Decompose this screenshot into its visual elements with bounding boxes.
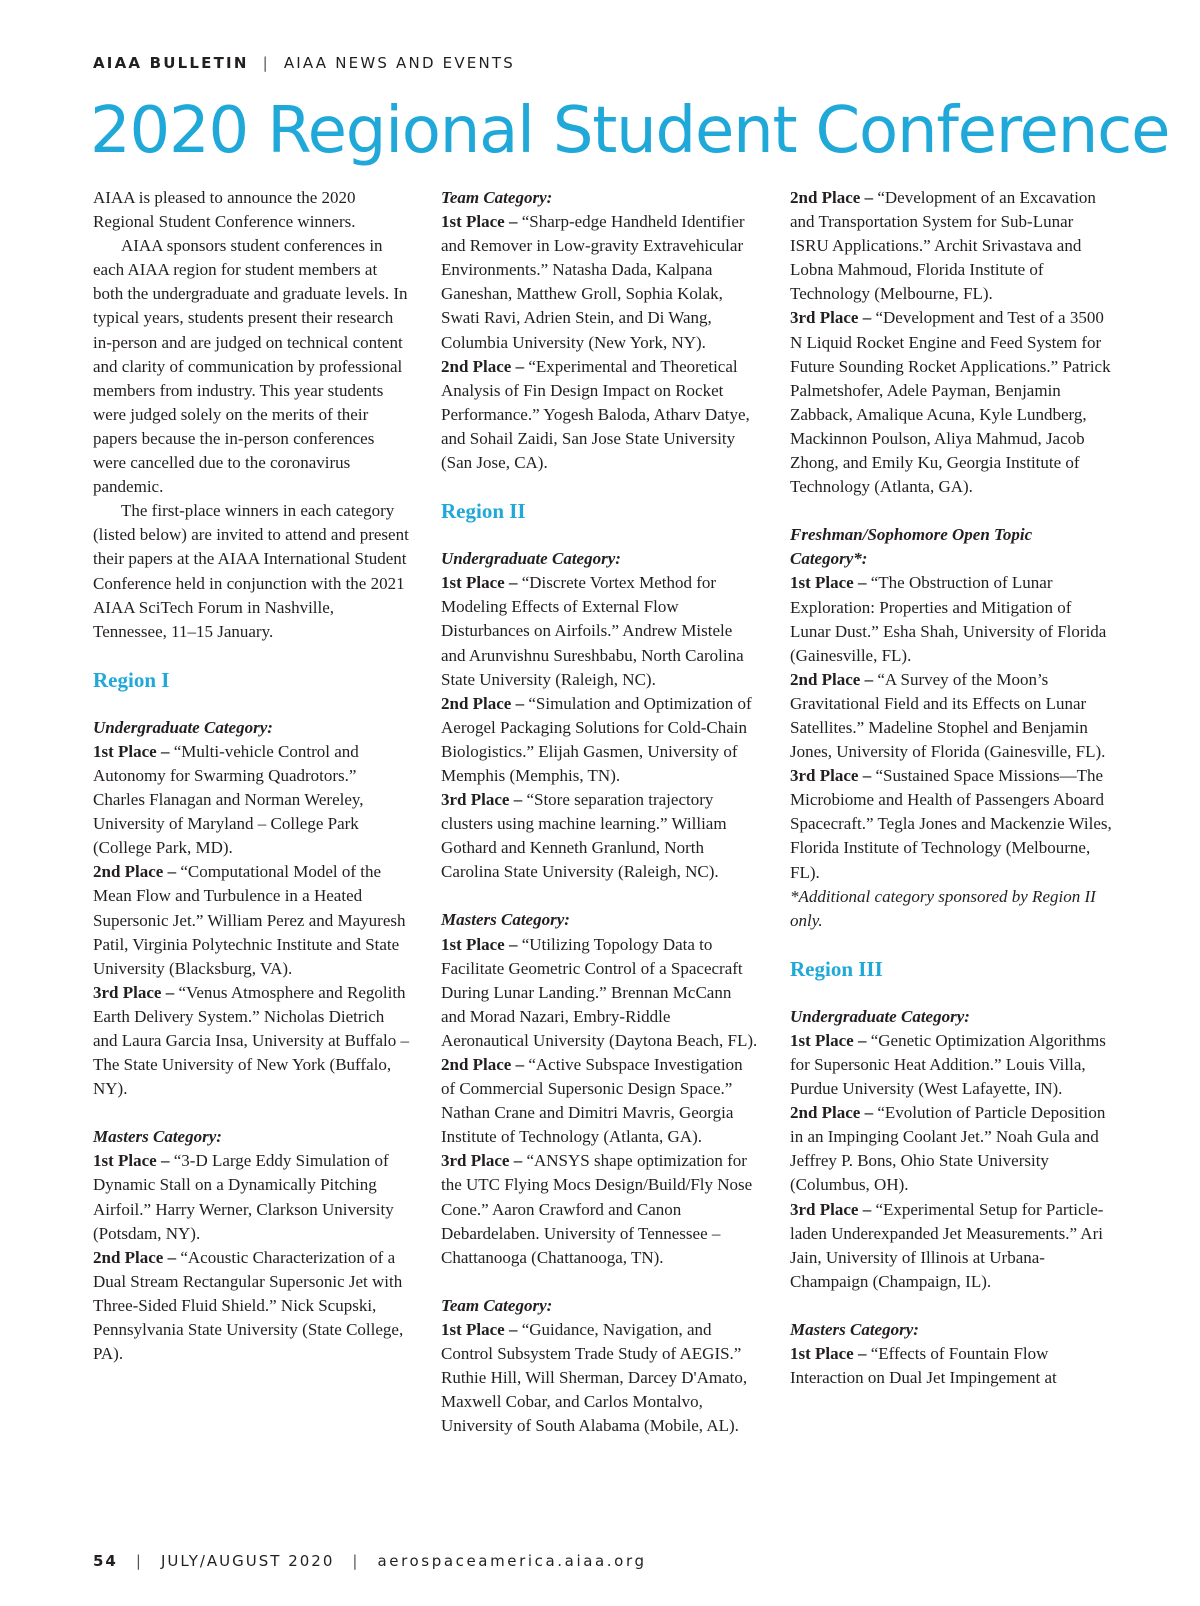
place-label: 2nd Place – [441, 1055, 525, 1074]
place-label: 3rd Place – [441, 790, 523, 810]
place-label: 1st Place – [441, 934, 518, 954]
region-1-team-label: Team Category: [441, 188, 553, 207]
award-entry: “Active Subspace Investigation of Commercial Supersonic Design Space.” Nathan Crane and Dimitri Mavris, Georgia Institute of Technology (Atlanta, GA). [441, 1055, 743, 1147]
region-2-team-first-part [441, 1318, 759, 1438]
column-2 [441, 186, 759, 1438]
region-2-masters-label: Masters Category: [441, 910, 570, 930]
place-label: 1st Place – [790, 1344, 867, 1364]
region-3-masters-first [790, 1342, 1112, 1390]
place-label: 1st Place – [441, 573, 518, 593]
region-2-undergrad-second [441, 692, 759, 788]
award-entry: “Utilizing Topology Data to Facilitate Geometric Control of a Spacecraft During Lunar Landing.” Brennan McCann and Morad Nazari, Embry-Riddle Aeronautical University (Daytona Beach, FL). [441, 934, 758, 1050]
award-entry: “Discrete Vortex Method for Modeling Effects of External Flow Disturbances on Airfoils.” Andrew Mistele and Arunvishnu Sureshbabu, North Carolina State University (Raleigh, NC). [441, 573, 744, 689]
region-2-freshman-label: Freshman/Sophomore Open Topic Category*: [790, 525, 1033, 569]
award-entry: “Multi-vehicle Control and Autonomy for Swarming Quadrotors.” Charles Flanagan and Norman Wereley, University of Maryland – College Park (College Park, MD). [93, 741, 364, 858]
award-entry: “Genetic Optimization Algorithms for Supersonic Heat Addition.” Louis Villa, Purdue University (West Lafayette, IN). [790, 1030, 1106, 1099]
place-label: 2nd Place – [790, 1103, 874, 1123]
place-label: 2nd Place – [441, 356, 525, 376]
region-2-footnote: *Additional category sponsored by Region II only. [790, 886, 1096, 930]
award-entry: “Experimental and Theoretical Analysis of Fin Design Impact on Rocket Performance.” Yogesh Baloda, Atharv Datye, and Sohail Zaidi, San Jose State University (San Jose, CA). [441, 356, 750, 473]
region-3-undergrad-second [790, 1101, 1112, 1197]
award-entry: “Evolution of Particle Deposition in an Impinging Coolant Jet.” Noah Gula and Jeffrey P. Bons, Ohio State University (Columbus, OH). [790, 1103, 1106, 1195]
column-1 [93, 186, 411, 1366]
website-link[interactable]: aerospaceamerica.aiaa.org [377, 1552, 647, 1570]
region-2-freshman-second [790, 668, 1112, 764]
award-entry: “Computational Model of the Mean Flow and Turbulence in a Heated Supersonic Jet.” William Perez and Mayuresh Patil, Virginia Polytechnic Institute and State University (Blacksburg, VA). [93, 862, 406, 978]
region-1-team-first [441, 210, 759, 355]
issue-date: JULY/AUGUST 2020 [160, 1552, 335, 1570]
place-label: 3rd Place – [441, 1151, 523, 1171]
intro-paragraph-3: The first-place winners in each category (listed below) are invited to attend and present their papers at the AIAA International Student Conference held in conjunction with the 2021 AIAA SciTech Forum in Nashville, Tennessee, 11–15 January. [93, 501, 409, 641]
place-label: 1st Place – [790, 1030, 867, 1050]
region-3-undergrad-third [790, 1198, 1112, 1294]
region-2-freshman-third [790, 764, 1112, 884]
place-label: 2nd Place – [441, 693, 525, 713]
award-entry: “Sustained Space Missions—The Microbiome and Health of Passengers Aboard Spacecraft.” Tegla Jones and Mackenzie Wiles, Florida Institute of Technology (Melbourne, FL). [790, 766, 1112, 882]
region-3-undergrad-label: Undergraduate Category: [790, 1006, 970, 1026]
place-label: 2nd Place – [790, 669, 874, 689]
region-2-undergrad-third [441, 788, 759, 884]
running-header [93, 54, 515, 72]
place-label: 1st Place – [790, 573, 867, 593]
page-title: 2020 Regional Student Conference [90, 94, 1170, 168]
award-entry: “Development and Test of a 3500 N Liquid Rocket Engine and Feed System for Future Sounding Rocket Applications.” Patrick Palmetshofer, Adele Payman, Benjamin Zabback, Amalique Acuna, Kyle Lundberg, Mackinnon Poulson, Aliya Mahmud, Jacob Zhong, and Emily Ku, Georgia Institute of Technology (Atlanta, GA). [790, 308, 1111, 497]
region-1-undergrad-first [93, 740, 411, 860]
place-label: 3rd Place – [790, 1199, 872, 1219]
intro-paragraph-1: AIAA is pleased to announce the 2020 Regional Student Conference winners. [93, 188, 356, 232]
region-2-heading: Region II [441, 499, 526, 524]
running-footer [93, 1552, 647, 1570]
region-1-undergrad-label: Undergraduate Category: [93, 717, 273, 737]
column-3 [790, 186, 1112, 1390]
region-1-heading: Region I [93, 667, 170, 692]
place-label: 1st Place – [441, 1319, 518, 1339]
place-label: 3rd Place – [93, 982, 175, 1002]
region-2-masters-first [441, 933, 759, 1053]
award-entry: “Guidance, Navigation, and Control Subsystem Trade Study of AEGIS.” Ruthie Hill, Will Sherman, Darcey D'Amato, Maxwell Cobar, and Carlos Montalvo, University of South Alabama (Mobile, AL). [441, 1319, 748, 1436]
place-label: 2nd Place – [790, 188, 874, 207]
place-label: 3rd Place – [790, 308, 872, 328]
region-1-undergrad-third [93, 981, 411, 1101]
award-entry: “ANSYS shape optimization for the UTC Flying Mocs Design/Build/Fly Nose Cone.” Aaron Crawford and Canon Debardelaben. University of Tennessee – Chattanooga (Chattanooga, TN). [441, 1151, 753, 1267]
region-2-freshman-first [790, 571, 1112, 667]
award-entry: “Experimental Setup for Particle-laden Underexpanded Jet Measurements.” Ari Jain, University of Illinois at Urbana-Champaign (Champaign, IL). [790, 1199, 1104, 1291]
place-label: 1st Place – [93, 1151, 170, 1171]
region-2-team-label: Team Category: [441, 1295, 553, 1315]
intro-paragraph-2: AIAA sponsors student conferences in each AIAA region for student members at both the undergraduate and graduate levels. In typical years, students present their research in-person and are judged on technical content and clarity of communication by professional members from industry. This year students were judged solely on the merits of their papers because the in-person conferences were cancelled due to the coronavirus pandemic. [93, 236, 408, 497]
region-1-masters-label: Masters Category: [93, 1127, 222, 1147]
award-entry: “Store separation trajectory clusters using machine learning.” William Gothard and Kenneth Granlund, North Carolina State University (Raleigh, NC). [441, 790, 727, 882]
place-label: 1st Place – [93, 741, 170, 761]
award-entry: “Simulation and Optimization of Aerogel Packaging Solutions for Cold-Chain Biologistics.” Elijah Gasmen, University of Memphis (Memphis, TN). [441, 693, 752, 785]
page-number: 54 [93, 1552, 118, 1570]
region-1-masters-second [93, 1246, 411, 1366]
region-2-masters-third [441, 1149, 759, 1269]
footer-separator: | [135, 1552, 143, 1570]
region-1-team-second [441, 355, 759, 475]
award-entry: “3-D Large Eddy Simulation of Dynamic Stall on a Dynamically Pitching Airfoil.” Harry Werner, Clarkson University (Potsdam, NY). [93, 1151, 394, 1243]
place-label: 3rd Place – [790, 766, 872, 786]
region-1-undergrad-second [93, 860, 411, 980]
place-label: 2nd Place – [93, 862, 177, 882]
award-entry: “Development of an Excavation and Transportation System for Sub-Lunar ISRU Applications.” Archit Srivastava and Lobna Mahmoud, Florida Institute of Technology (Melbourne, FL). [790, 188, 1096, 304]
region-3-heading: Region III [790, 956, 883, 981]
place-label: 2nd Place – [93, 1247, 177, 1267]
region-3-undergrad-first [790, 1029, 1112, 1101]
footer-separator: | [352, 1552, 360, 1570]
header-brand: AIAA BULLETIN [93, 54, 249, 72]
award-entry: “Acoustic Characterization of a Dual Stream Rectangular Supersonic Jet with Three-Sided Fluid Shield.” Nick Scupski, Pennsylvania State University (State College, PA). [93, 1247, 404, 1364]
region-1-masters-first [93, 1149, 411, 1245]
region-3-masters-label: Masters Category: [790, 1319, 919, 1339]
region-2-masters-second [441, 1053, 759, 1149]
region-2-undergrad-label: Undergraduate Category: [441, 549, 621, 569]
place-label: 1st Place – [441, 212, 518, 232]
region-2-team-third [790, 306, 1112, 499]
header-section: AIAA NEWS AND EVENTS [283, 54, 515, 72]
award-entry: “Effects of Fountain Flow Interaction on Dual Jet Impingement at [790, 1344, 1057, 1388]
award-entry: “Sharp-edge Handheld Identifier and Remover in Low-gravity Extravehicular Environments.” Natasha Dada, Kalpana Ganeshan, Matthew Groll, Sophia Kolak, Swati Ravi, Adrien Stein, and Di Wang, Columbia University (New York, NY). [441, 212, 745, 352]
region-2-undergrad-first [441, 571, 759, 691]
award-entry: “Venus Atmosphere and Regolith Earth Delivery System.” Nicholas Dietrich and Laura Garcia Insa, University at Buffalo – The State University of New York (Buffalo, NY). [93, 982, 409, 1099]
award-entry: “A Survey of the Moon’s Gravitational Field and its Effects on Lunar Satellites.” Madeline Stophel and Benjamin Jones, University of Florida (Gainesville, FL). [790, 669, 1106, 762]
award-entry: “The Obstruction of Lunar Exploration: Properties and Mitigation of Lunar Dust.” Esha Shah, University of Florida (Gainesville, FL). [790, 573, 1107, 665]
header-separator: | [262, 54, 270, 72]
region-2-team-second [790, 186, 1112, 306]
